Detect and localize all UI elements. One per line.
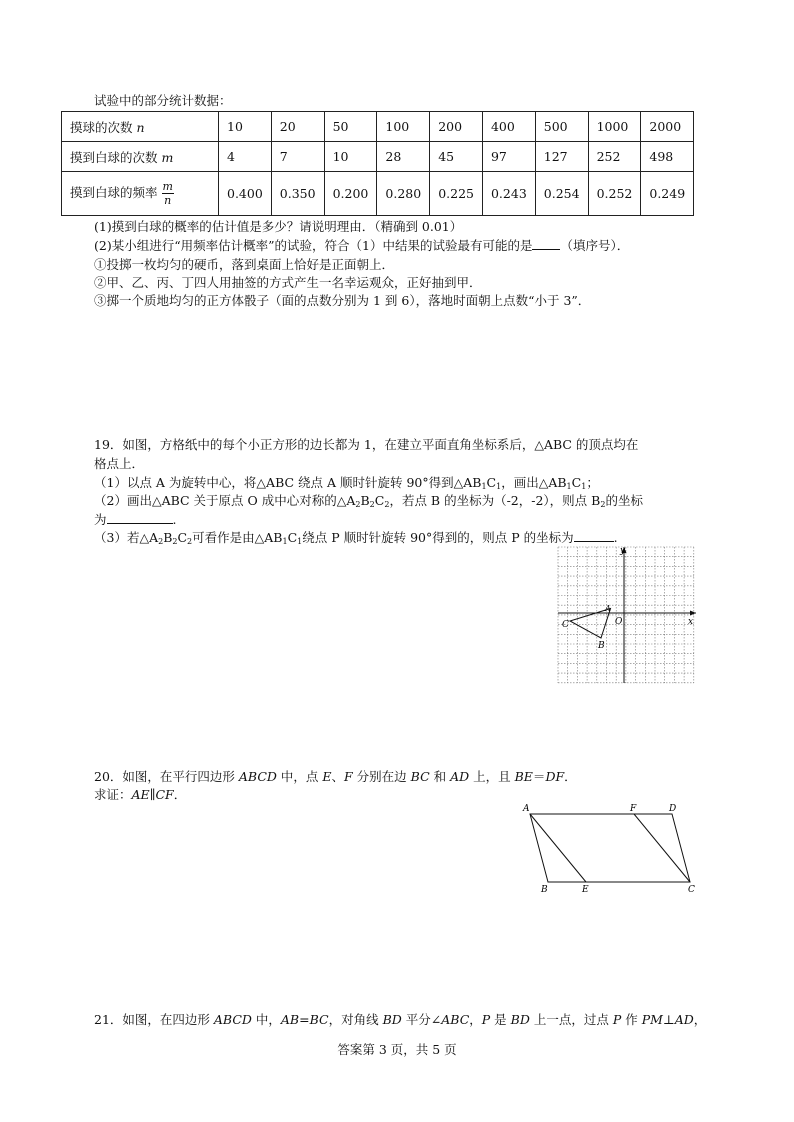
- table-cell: 45: [430, 142, 483, 172]
- table-cell: 0.249: [641, 172, 694, 216]
- table-cell: 0.243: [482, 172, 535, 216]
- q20-line2: 求证：AE∥CF．: [94, 787, 187, 802]
- table-cell: 10: [324, 142, 377, 172]
- table-cell: 0.350: [271, 172, 324, 216]
- label-b: B: [598, 641, 605, 651]
- table-cell: 100: [377, 112, 430, 142]
- table-header-trials: 摸球的次数 n: [62, 112, 219, 142]
- label-c: C: [688, 885, 695, 895]
- q20-line1: 20．如图，在平行四边形 ABCD 中，点 E、F 分别在边 BC 和 AD 上，且 BE＝DF．: [94, 769, 577, 784]
- table-cell: 500: [535, 112, 588, 142]
- coordinate-grid-figure: [556, 545, 700, 685]
- table-cell: 97: [482, 142, 535, 172]
- table-header-white-count: 摸到白球的次数 m: [62, 142, 219, 172]
- segment-cf: [634, 814, 690, 882]
- label-a: A: [605, 604, 611, 613]
- q19-part1: （1）以点 A 为旋转中心，将△ABC 绕点 A 顺时针旋转 90°得到$\triangle AB_1C_1$，画出$\triangle AB_1C_1$；: [94, 475, 599, 491]
- table-cell: 200: [430, 112, 483, 142]
- parallelogram-figure: [518, 800, 702, 896]
- table-cell: 0.254: [535, 172, 588, 216]
- label-d: D: [669, 804, 677, 814]
- label-x: x: [688, 617, 694, 627]
- table-cell: 127: [535, 142, 588, 172]
- table-row-trials: [62, 112, 694, 142]
- parallelogram-abcd: [530, 814, 690, 882]
- table-cell: 2000: [641, 112, 694, 142]
- q19-part2: （2）画出△ABC 关于原点 O 成中心对称的$\triangle A_2B_2C_2$，若点 B 的坐标为（-2，-2），则点 $B_2$的坐标: [94, 493, 643, 509]
- q18-option-3: ③掷一个质地均匀的正方体骰子（面的点数分别为 1 到 6），落地时面朝上点数“小于 3”．: [94, 293, 591, 308]
- segment-ae: [530, 814, 586, 882]
- table-cell: 28: [377, 142, 430, 172]
- answer-blank: [574, 529, 614, 542]
- fraction-m-over-n: $\frac{m}{n}$: [162, 180, 173, 207]
- answer-blank: [107, 511, 173, 524]
- table-cell: 252: [588, 142, 641, 172]
- q19-part3: （3）若$\triangle A_2B_2C_2$可看作是由$\triangle AB_1C_1$绕点 P 顺时针旋转 90°得到的，则点 P 的坐标为 .: [94, 530, 618, 546]
- label-c: C: [562, 620, 569, 630]
- table-cell: 50: [324, 112, 377, 142]
- label-y: y: [620, 546, 626, 556]
- label-b: B: [541, 885, 548, 895]
- q18-option-1: ①投掷一枚均匀的硬币，落到桌面上恰好是正面朝上．: [94, 257, 395, 272]
- table-cell: 10: [219, 112, 272, 142]
- table-intro: 试验中的部分统计数据：: [94, 93, 232, 108]
- table-cell: 7: [271, 142, 324, 172]
- label-a: A: [523, 804, 530, 814]
- table-cell: 498: [641, 142, 694, 172]
- table-cell: 4: [219, 142, 272, 172]
- q18-part2: (2)某小组进行“用频率估计概率”的试验，符合（1）中结果的试验最有可能的是 （填序号）．: [94, 238, 630, 253]
- table-row-white-count: [62, 142, 694, 172]
- q21-line1: 21．如图，在四边形 ABCD 中，AB=BC，对角线 BD 平分∠ABC，P 是 BD 上一点，过点 P 作 PM⊥AD，: [94, 1012, 707, 1027]
- table-cell: 400: [482, 112, 535, 142]
- q19-line1: 19．如图，方格纸中的每个小正方形的边长都为 1，在建立平面直角坐标系后，△ABC 的顶点均在: [94, 437, 639, 452]
- q19-part2-answer: 为 .: [94, 512, 177, 527]
- table-cell: 1000: [588, 112, 641, 142]
- label-origin: O: [615, 617, 623, 627]
- q18-option-2: ②甲、乙、丙、丁四人用抽签的方式产生一名幸运观众，正好抽到甲．: [94, 275, 482, 290]
- table-cell: 20: [271, 112, 324, 142]
- page-footer: 答案第 3 页，共 5 页: [337, 1042, 457, 1057]
- q19-line2: 格点上．: [94, 456, 145, 471]
- table-cell: 0.400: [219, 172, 272, 216]
- table-row-frequency: [62, 172, 694, 216]
- answer-blank: [532, 237, 560, 250]
- table-cell: 0.225: [430, 172, 483, 216]
- table-cell: 0.280: [377, 172, 430, 216]
- label-e: E: [582, 885, 589, 895]
- label-f: F: [630, 804, 637, 814]
- table-header-frequency: 摸到白球的频率 $\frac{m}{n}$: [62, 172, 219, 216]
- table-cell: 0.200: [324, 172, 377, 216]
- stats-table: [61, 111, 694, 216]
- q18-part1: (1)摸到白球的概率的估计值是多少？请说明理由．（精确到 0.01）: [94, 219, 463, 234]
- table-cell: 0.252: [588, 172, 641, 216]
